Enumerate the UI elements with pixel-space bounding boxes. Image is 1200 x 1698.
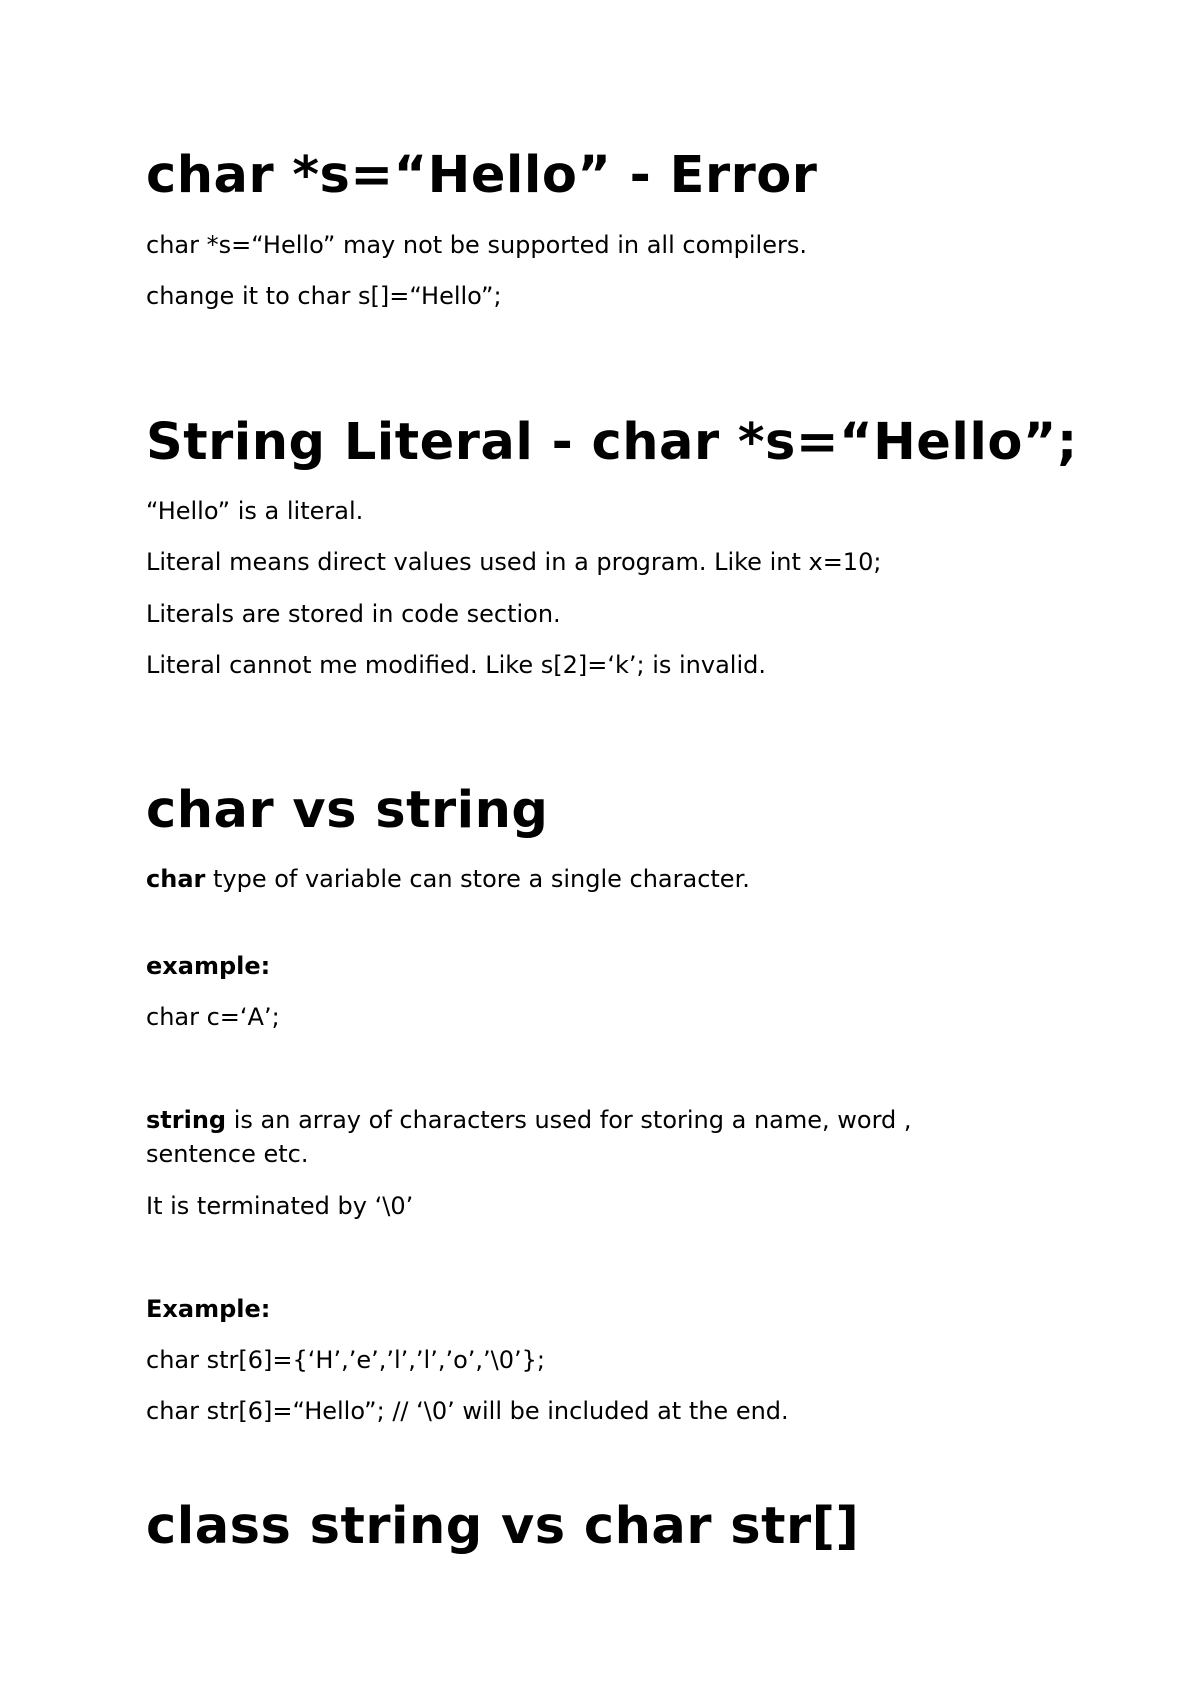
term-string: string: [146, 1106, 227, 1134]
section-heading-char-vs-string: char vs string: [146, 781, 549, 840]
paragraph-string-definition: [146, 1103, 1026, 1171]
paragraph-literal-immutable: Literal cannot me modified. Like s[2]=‘k’; is invalid.: [146, 651, 766, 679]
paragraph-null-terminated: It is terminated by ‘\0’: [146, 1192, 414, 1220]
paragraph-compiler-support: char *s=“Hello” may not be supported in all compilers.: [146, 231, 807, 259]
code-string-array-example: char str[6]={‘H’,’e’,’l’,’l’,’o’,’\0’};: [146, 1346, 545, 1374]
section-heading-class-string: class string vs char str[]: [146, 1497, 860, 1556]
paragraph-hello-literal: “Hello” is a literal.: [146, 497, 364, 525]
section-heading-string-literal: String Literal - char *s=“Hello”;: [146, 413, 1078, 472]
code-char-example: char c=‘A’;: [146, 1003, 280, 1031]
example-label: example:: [146, 952, 271, 980]
term-char: char: [146, 865, 206, 893]
paragraph-literal-storage: Literals are stored in code section.: [146, 600, 561, 628]
paragraph-literal-meaning: Literal means direct values used in a program. Like int x=10;: [146, 548, 882, 576]
section-heading-error: char *s=“Hello” - Error: [146, 146, 818, 205]
paragraph-change-to-array: change it to char s[]=“Hello”;: [146, 282, 502, 310]
char-description: type of variable can store a single character.: [205, 865, 750, 893]
example-label: Example:: [146, 1295, 271, 1323]
code-string-literal-example: char str[6]=“Hello”; // ‘\0’ will be included at the end.: [146, 1397, 789, 1425]
string-description: is an array of characters used for storing a name, word , sentence etc.: [146, 1106, 912, 1168]
paragraph-char-definition: [146, 862, 750, 896]
